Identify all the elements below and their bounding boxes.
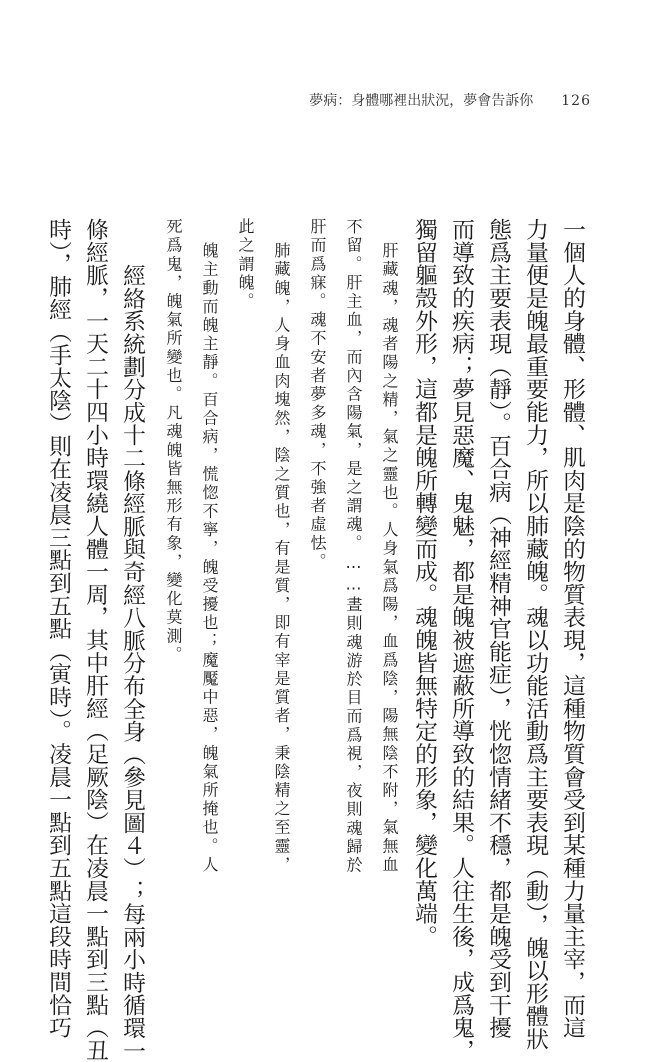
text-column: 一個人的身體、形體、肌肉是陰的物質表現，這種物質會受到某種力量主宰，而這: [559, 218, 585, 1039]
quote-column: 魄主動而魄主靜。百合病，慌惚不寧，魄受擾也；魔魘中惡，魄氣所掩也。人: [200, 242, 219, 875]
chapter-title: 夢病：身體哪裡出狀況，夢會告訴你: [309, 93, 534, 109]
text-column: 態爲主要表現（靜）。百合病（神經精神官能症），恍惚情緒不穩，都是魄受到干擾: [485, 218, 511, 1039]
text-column: 條經脈，一天二十四小時環繞人體一周，其中肝經（足厥陰）在凌晨一點到三點（丑: [82, 218, 108, 1062]
text-column: 而導致的疾病；夢見惡魔、鬼魅，都是魄被遮蔽所導致的結果。人往生後，成爲鬼，: [448, 218, 474, 1062]
quote-column: 肝而爲寐。魂不安者夢多魂，不強者虛怯。: [308, 218, 327, 572]
running-header: [309, 90, 591, 110]
quote-column: 此之謂魄。: [236, 218, 255, 311]
text-column: 力量便是魄最重要能力，所以肺藏魄。魂以功能活動爲主要表現（動），魄以形體狀: [522, 218, 548, 1051]
text-column: 時），肺經（手太陰）則在凌晨三點到五點（寅時）。凌晨一點到五點這段時間恰巧: [45, 218, 71, 1039]
quote-column: 肺藏魄，人身血肉塊然，陰之質也，有是質，即有宰是質者，秉陰精之至靈，: [272, 242, 291, 875]
text-column: 獨留軀殼外形，這都是魄所轉變而成。魂魄皆無特定的形象，變化萬端。: [411, 218, 437, 948]
quote-column: 肝藏魂，魂者陽之精，氣之靈也。人身氣爲陽，血爲陰，陽無陰不附，氣無血: [380, 242, 399, 875]
page-number: 126: [561, 93, 591, 109]
quote-column: 不留。肝主血，而內含陽氣，是之謂魂。……晝則魂游於目而爲視，夜則魂歸於: [344, 218, 363, 875]
quote-column: 死爲鬼，魄氣所變也。凡魂魄皆無形有象，變化莫測。: [164, 218, 183, 665]
text-column: 經絡系統劃分成十二條經脈與奇經八脈分布全身（參見圖４）；每兩小時循環一: [119, 264, 145, 1062]
